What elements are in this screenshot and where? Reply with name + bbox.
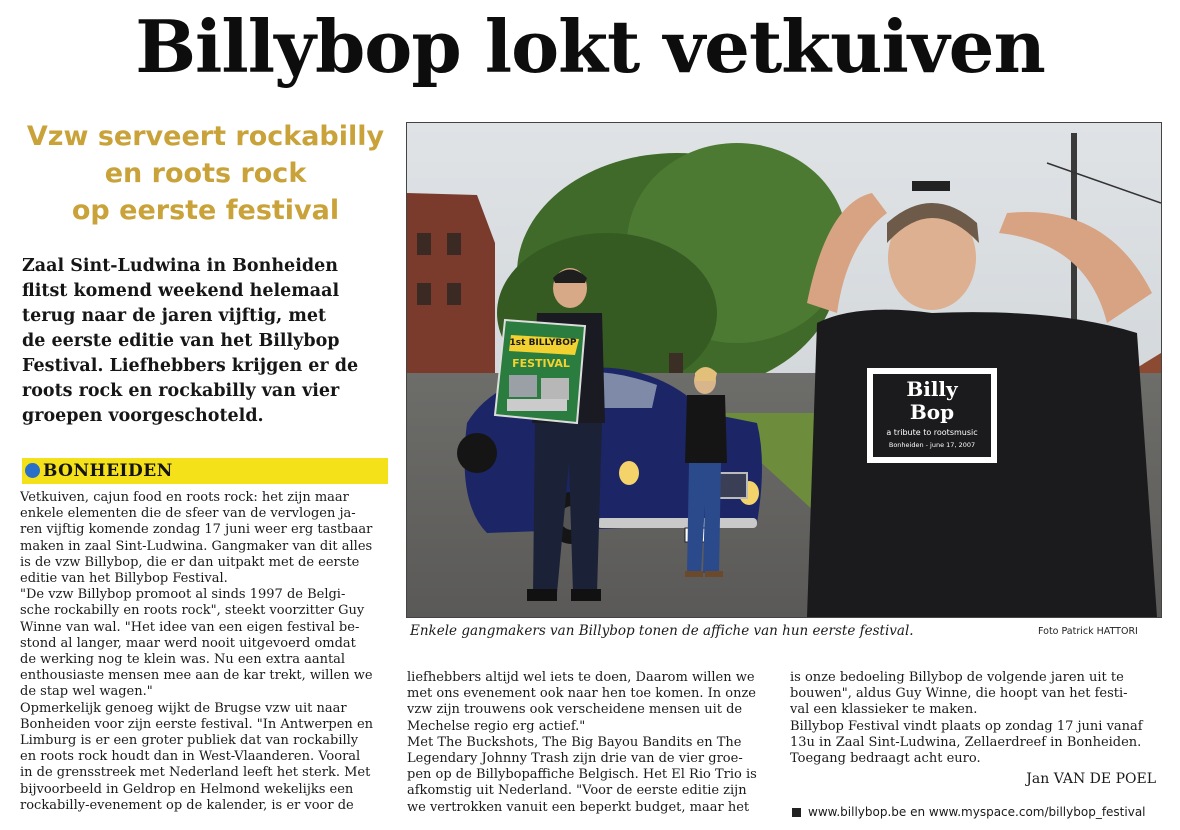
shirt-text-date: Bonheiden - june 17, 2007: [888, 441, 976, 449]
body-line: we vertrokken vanuit een beperkt budget, maar het: [407, 799, 750, 815]
square-bullet-icon: [792, 808, 801, 817]
lead-line: Zaal Sint-Ludwina in Bonheiden: [22, 256, 338, 276]
body-line: en roots rock houdt dan in West-Vlaanderen. Vooral: [20, 749, 361, 765]
lead-line: roots rock en rockabilly van vier: [22, 381, 340, 401]
body-line: Billybop Festival vindt plaats op zondag 17 juni vanaf: [790, 718, 1143, 734]
photo-illustration: [407, 123, 1161, 617]
body-line: Toegang bedraagt acht euro.: [790, 751, 981, 767]
lead-paragraph: [22, 254, 400, 429]
author-byline: Jan VAN DE POEL: [1026, 771, 1156, 787]
web-links: [792, 805, 1146, 819]
lead-line: de eerste editie van het Billybop: [22, 331, 340, 351]
poster-subtitle: FESTIVAL: [512, 357, 570, 370]
body-line: Legendary Johnny Trash zijn drie van de vier groe-: [407, 751, 743, 767]
lead-line: flitst komend weekend helemaal: [22, 281, 340, 301]
body-line: is onze bedoeling Billybop de volgende jaren uit te: [790, 670, 1124, 685]
body-line: val een klassieker te maken.: [790, 702, 978, 718]
body-line: editie van het Billybop Festival.: [20, 571, 228, 587]
kicker: [18, 118, 393, 229]
photo-credit: Foto Patrick HATTORI: [1038, 626, 1138, 637]
poster-title: 1st BILLYBOP: [509, 338, 577, 348]
body-line: de werking nog te klein was. Nu een extra aantal: [20, 652, 346, 668]
body-line: bouwen", aldus Guy Winne, die hoopt van het festi-: [790, 686, 1128, 702]
comb: [912, 181, 950, 191]
body-line: enkele elementen die de sfeer van de vervlogen ja-: [20, 506, 356, 522]
shirt-text-tribute: a tribute to rootsmusic: [886, 428, 978, 437]
body-line: Limburg is er een groter publiek dat van rockabilly: [20, 733, 359, 749]
body-line: Met The Buckshots, The Big Bayou Bandits en The: [407, 734, 742, 750]
body-line: ren vijftig komende zondag 17 juni weer erg tastbaar: [20, 522, 373, 538]
body-line: in de grensstreek met Nederland leeft het sterk. Met: [20, 765, 371, 781]
body-column-2: [407, 670, 779, 816]
body-line: rockabilly-evenement op de kalender, is er voor de: [20, 797, 354, 813]
kicker-line: en roots rock: [104, 158, 307, 189]
web-link-text[interactable]: www.billybop.be en www.myspace.com/billybop_festival: [808, 805, 1146, 819]
kicker-line: op eerste festival: [71, 195, 340, 226]
body-line: 13u in Zaal Sint-Ludwina, Zellaerdreef in Bonheiden.: [790, 734, 1142, 750]
body-line: vzw zijn trouwens ook verscheidene mensen uit de: [407, 702, 743, 718]
body-line: maken in zaal Sint-Ludwina. Gangmaker van dit alles: [20, 538, 373, 554]
body-line: de stap wel wagen.": [20, 684, 153, 700]
body-line: afkomstig uit Nederland. "Voor de eerste editie zijn: [407, 783, 747, 799]
body-line: pen op de Billybopaffiche Belgisch. Het El Rio Trio is: [407, 767, 757, 783]
kicker-line: Vzw serveert rockabilly: [26, 121, 385, 152]
body-line: enthousiaste mensen mee aan de kar trekt, willen we: [20, 668, 373, 684]
body-line: met ons evenement ook naar hen toe komen. In onze: [407, 686, 757, 702]
body-line: stond al langer, maar werd nooit uitgevoerd omdat: [20, 635, 356, 651]
lead-line: groepen voorgeschoteld.: [22, 406, 264, 426]
shirt-text-billy: Billy: [906, 377, 958, 401]
body-line: Mechelse regio erg actief.": [407, 718, 586, 734]
section-label: BONHEIDEN: [43, 461, 173, 481]
body-line: Opmerkelijk genoeg wijkt de Brugse vzw uit naar: [20, 700, 347, 716]
body-line: liefhebbers altijd wel iets te doen, Daarom willen we: [407, 670, 755, 685]
body-line: bijvoorbeeld in Geldrop en Helmond wekelijks een: [20, 781, 354, 797]
article-photo: [406, 122, 1162, 618]
body-line: Vetkuiven, cajun food en roots rock: het zijn maar: [20, 490, 349, 505]
festival-poster: [495, 320, 585, 423]
body-line: sche rockabilly en roots rock", steekt voorzitter Guy: [20, 603, 365, 619]
bullet-icon: [25, 463, 40, 478]
shirt-text-bop: Bop: [909, 400, 955, 424]
body-column-3: [790, 670, 1162, 767]
body-line: "De vzw Billybop promoot al sinds 1997 de Belgi-: [20, 587, 346, 603]
body-column-1: [20, 490, 398, 814]
lead-line: terug naar de jaren vijftig, met: [22, 306, 327, 326]
body-line: Winne van wal. "Het idee van een eigen festival be-: [20, 619, 360, 635]
body-line: is de vzw Billybop, die er dan uitpakt met de eerste: [20, 554, 360, 570]
lead-line: Festival. Liefhebbers krijgen er de: [22, 356, 359, 376]
photo-caption: Enkele gangmakers van Billybop tonen de affiche van hun eerste festival.: [410, 623, 914, 639]
body-line: Bonheiden voor zijn eerste festival. "In Antwerpen en: [20, 716, 374, 732]
headline: Billybop lokt vetkuiven: [135, 4, 1045, 89]
